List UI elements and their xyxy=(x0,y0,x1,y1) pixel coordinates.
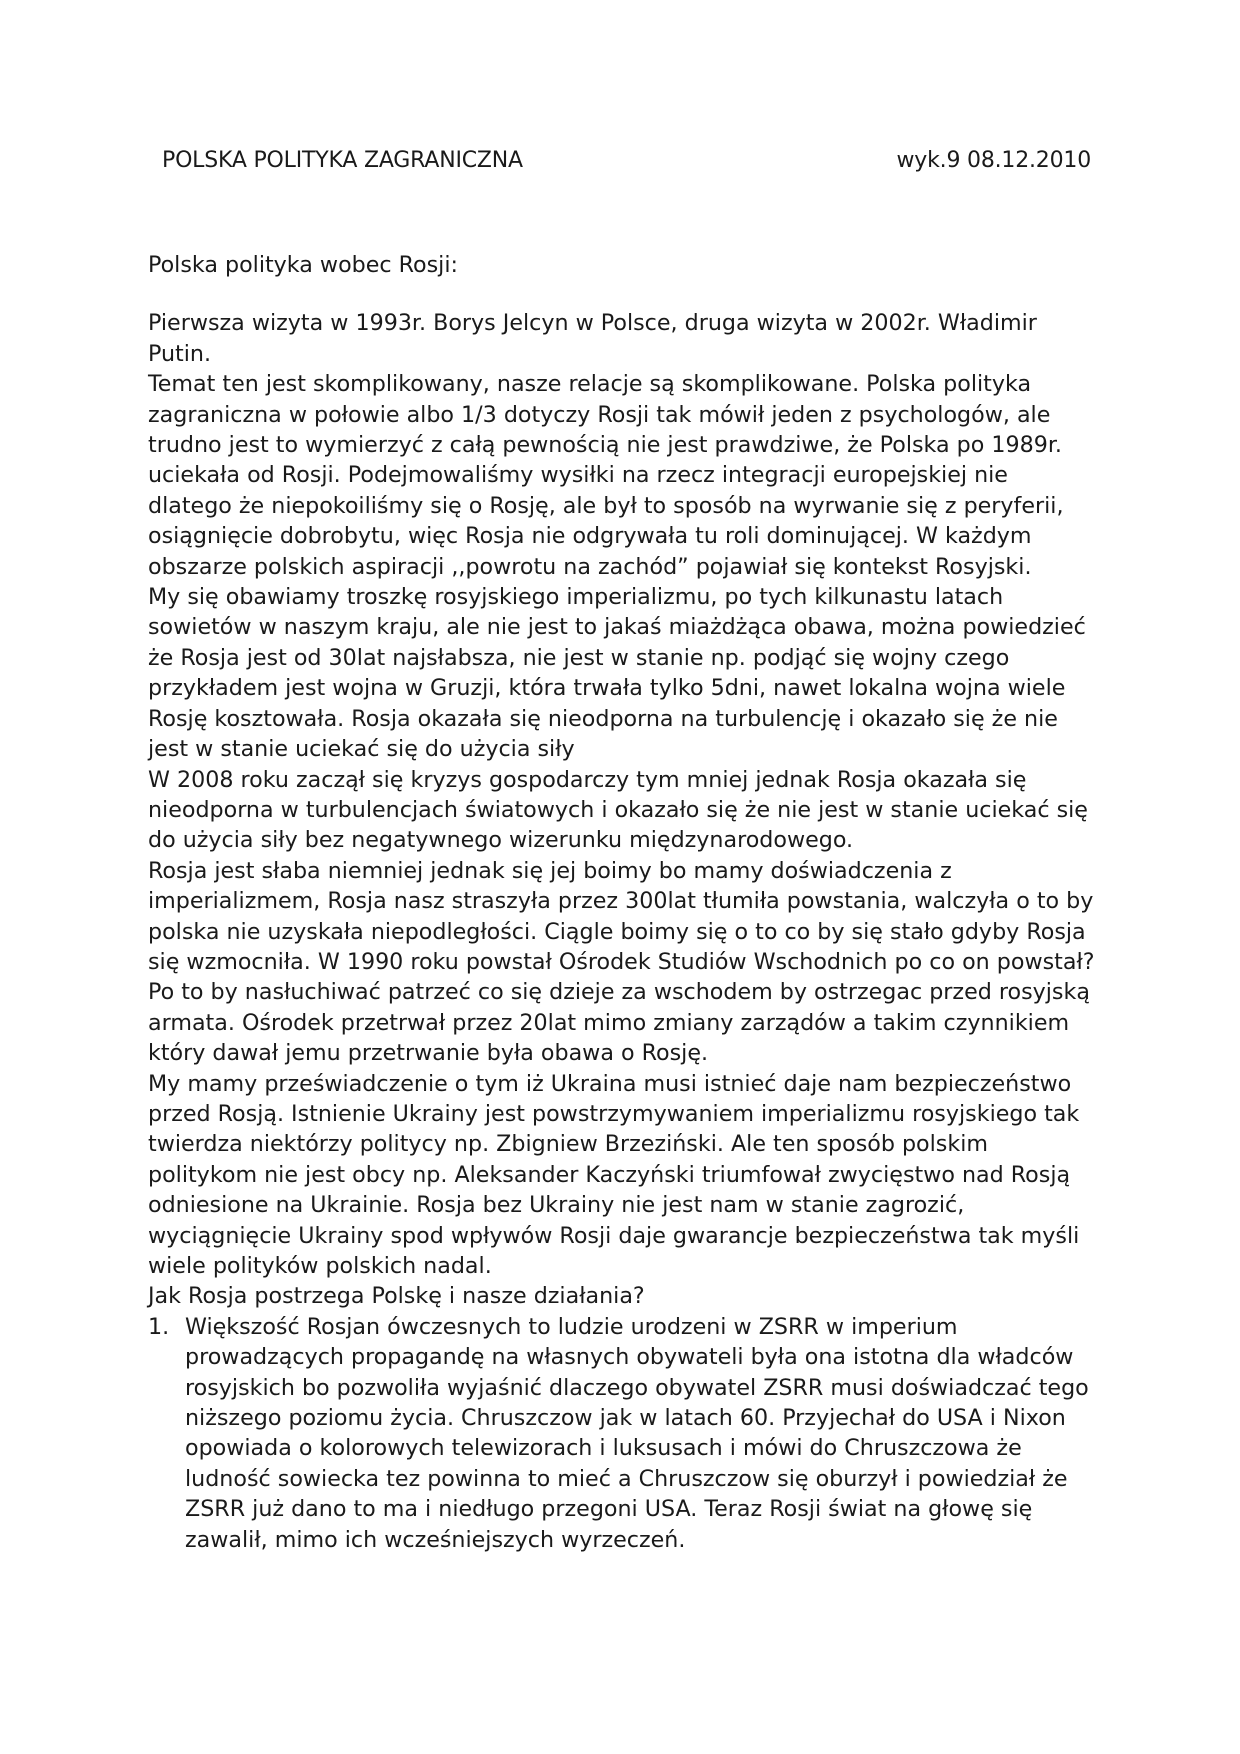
numbered-list xyxy=(148,1312,1098,1555)
document-title: POLSKA POLITYKA ZAGRANICZNA xyxy=(162,148,523,173)
paragraph: Rosja jest słaba niemniej jednak się jej boimy bo mamy doświadczenia z imperializmem, Rosja nasz straszyła przez 300lat tłumiła powstania, walczyła o to by polska nie uzyskała niepodległości. Ciągle boimy się o to co by się stało gdyby Rosja się wzmocniła. W 1990 roku powstał Ośrodek Studiów Wschodnich po co on powstał? Po to by nasłuchiwać patrzeć co się dzieje za wschodem by ostrzegac przed rosyjską armata. Ośrodek przetrwał przez 20lat mimo zmiany zarządów a takim czynnikiem który dawał jemu przetrwanie była obawa o Rosję. xyxy=(148,857,1095,1067)
lecture-date: wyk.9 08.12.2010 xyxy=(896,148,1091,173)
list-item xyxy=(148,1312,1098,1555)
paragraph: My mamy przeświadczenie o tym iż Ukraina musi istnieć daje nam bezpieczeństwo przed Rosją. Istnienie Ukrainy jest powstrzymywaniem imperializmu rosyjskiego tak twierdza niektórzy politycy np. Zbigniew Brzeziński. Ale ten sposób polskim politykom nie jest obcy np. Aleksander Kaczyński triumfował zwycięstwo nad Rosją odniesione na Ukrainie. Rosja bez Ukrainy nie jest nam w stanie zagrozić, wyciągnięcie Ukrainy spod wpływów Rosji daje gwarancje bezpieczeństwa tak myśli wiele polityków polskich nadal. xyxy=(148,1070,1080,1279)
paragraph: Pierwsza wizyta w 1993r. Borys Jelcyn w Polsce, druga wizyta w 2002r. Władimir Putin. xyxy=(148,310,1037,367)
section-heading: Polska polityka wobec Rosji: xyxy=(148,252,458,278)
document-header xyxy=(162,146,1091,176)
list-number: 1. xyxy=(148,1313,170,1340)
question-line: Jak Rosja postrzega Polskę i nasze działania? xyxy=(148,1283,645,1310)
paragraph: W 2008 roku zaczął się kryzys gospodarczy tym mniej jednak Rosja okazała się nieodporna w turbulencjach światowych i okazało się że nie jest w stanie uciekać się do użycia siły bez negatywnego wizerunku międzynarodowego. xyxy=(148,766,1088,854)
paragraph: Temat ten jest skomplikowany, nasze relacje są skomplikowane. Polska polityka zagraniczna w połowie albo 1/3 dotyczy Rosji tak mówił jeden z psychologów, ale trudno jest to wymierzyć z całą pewnością nie jest prawdziwe, że Polska po 1989r. uciekała od Rosji. Podejmowaliśmy wysiłki na rzecz integracji europejskiej nie dlatego że niepokoiliśmy się o Rosję, ale był to sposób na wyrwanie się z peryferii, osiągnięcie dobrobytu, więc Rosja nie odgrywała tu roli dominującej. W każdym obszarze polskich aspiracji ,,powrotu na zachód” pojawiał się kontekst Rosyjski. xyxy=(148,371,1064,580)
list-item-text: Większość Rosjan ówczesnych to ludzie urodzeni w ZSRR w imperium prowadzących propagandę na własnych obywateli była ona istotna dla władców rosyjskich bo pozwoliła wyjaśnić dlaczego obywatel ZSRR musi doświadczać tego niższego poziomu życia. Chruszczow jak w latach 60. Przyjechał do USA i Nixon opowiada o kolorowych telewizorach i luksusach i mówi do Chruszczowa że ludność sowiecka tez powinna to mieć a Chruszczow się oburzył i powiedział że ZSRR już dano to ma i niedługo przegoni USA. Teraz Rosji świat na głowę się zawalił, mimo ich wcześniejszych wyrzeczeń. xyxy=(185,1313,1089,1553)
paragraph: My się obawiamy troszkę rosyjskiego imperializmu, po tych kilkunastu latach sowietów w naszym kraju, ale nie jest to jakaś miażdżąca obawa, można powiedzieć że Rosja jest od 30lat najsłabsza, nie jest w stanie np. podjąć się wojny czego przykładem jest wojna w Gruzji, która trwała tylko 5dni, nawet lokalna wojna wiele Rosję kosztowała. Rosja okazała się nieodporna na turbulencję i okazało się że nie jest w stanie uciekać się do użycia siły xyxy=(148,584,1086,763)
document-body xyxy=(148,250,1098,1555)
